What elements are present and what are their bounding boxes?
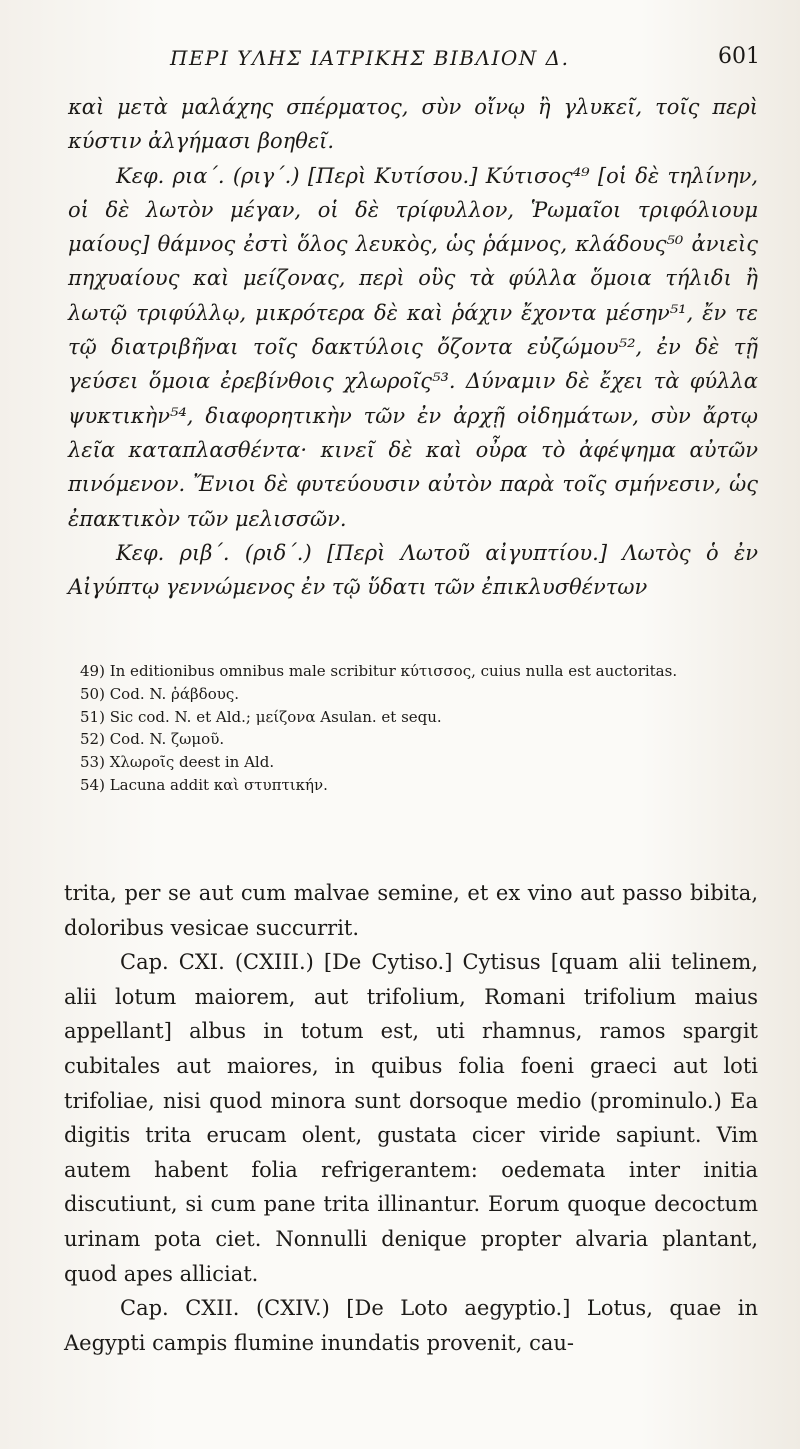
latin-paragraph: trita, per se aut cum malvae semine, et ex vino aut passo bibita, doloribus vesicae succurrit. xyxy=(64,881,758,940)
footnotes xyxy=(80,660,760,797)
footnote: 52) Cod. N. ζωμοῦ. xyxy=(80,730,225,749)
running-title: ΠΕΡΙ ΥΛΗΣ ΙΑΤΡΙΚΗΣ ΒΙΒΛΙΟΝ Δ. xyxy=(170,46,570,70)
footnote: 54) Lacuna addit καὶ στυπτικήν. xyxy=(80,775,328,794)
latin-paragraph: Cap. CXII. (CXIV.) [De Loto aegyptio.] Lotus, quae in Aegypti campis flumine inundatis provenit, cau- xyxy=(64,1296,758,1355)
greek-text-block xyxy=(68,90,758,604)
greek-paragraph: Κεφ. ρια΄. (ριγ΄.) [Περὶ Κυτίσου.] Κύτισος⁴⁹ [οἱ δὲ τηλίνην, οἱ δὲ λωτὸν μέγαν, οἱ δὲ τρίφυλλον, Ῥωμαῖοι τριφόλιουμ μαίους] θάμνος ἐστὶ ὅλος λευκὸς, ὡς ῥάμνος, κλάδους⁵⁰ ἀνιεὶς πηχυαίους καὶ μείζονας, περὶ οὓς τὰ φύλλα ὅμοια τήλιδι ἢ λωτῷ τριφύλλῳ, μικρότερα δὲ καὶ ῥάχιν ἔχοντα μέσην⁵¹, ἔν τε τῷ διατριβῆναι τοῖς δακτύλοις ὄζοντα εὐζώμου⁵², ἐν δὲ τῇ γεύσει ὅμοια ἐρεβίνθοις χλωροῖς⁵³. Δύναμιν δὲ ἔχει τὰ φύλλα ψυκτικὴν⁵⁴, διαφορητικὴν τῶν ἐν ἀρχῇ οἰδημάτων, σὺν ἄρτῳ λεῖα καταπλασθέντα· κινεῖ δὲ καὶ οὖρα τὸ ἀφέψημα αὐτῶν πινόμενον. Ἔνιοι δὲ φυτεύουσιν αὐτὸν παρὰ τοῖς σμήνεσιν, ὡς ἐπακτικὸν τῶν μελισσῶν. xyxy=(68,163,758,531)
footnote: 50) Cod. N. ῥάβδους. xyxy=(80,684,240,703)
footnote: 51) Sic cod. N. et Ald.; μείζονα Asulan. et sequ. xyxy=(80,707,442,726)
greek-paragraph: καὶ μετὰ μαλάχης σπέρματος, σὺν οἴνῳ ἢ γλυκεῖ, τοῖς περὶ κύστιν ἀλγήμασι βοηθεῖ. xyxy=(68,95,758,154)
greek-paragraph: Κεφ. ριβ΄. (ριδ΄.) [Περὶ Λωτοῦ αἰγυπτίου.] Λωτὸς ὁ ἐν Αἰγύπτῳ γεννώμενος ἐν τῷ ὕδατι τῶν ἐπικλυσθέντων xyxy=(68,540,758,600)
footnote: 53) Χλωροῖς deest in Ald. xyxy=(80,753,275,772)
latin-text-block xyxy=(64,876,758,1360)
latin-paragraph: Cap. CXI. (CXIII.) [De Cytiso.] Cytisus [quam alii telinem, alii lotum maiorem, aut trifolium, Romani trifolium maius appellant] albus in totum est, uti rhamnus, ramos spargit cubitales aut maiores, in quibus folia foeni graeci aut loti trifoliae, nisi quod minora sunt dorsoque medio (prominulo.) Ea digitis trita erucam olent, gustata cicer viride sapiunt. Vim autem habent folia refrigerantem: oedemata inter initia discutiunt, si cum pane trita illinantur. Eorum quoque decoctum urinam pota ciet. Nonnulli denique propter alvaria plantant, quod apes alliciat. xyxy=(64,950,758,1286)
page-number: 601 xyxy=(718,44,760,69)
page-header xyxy=(60,46,760,80)
footnote: 49) In editionibus omnibus male scribitur κύτισσος, cuius nulla est auctoritas. xyxy=(80,662,678,680)
